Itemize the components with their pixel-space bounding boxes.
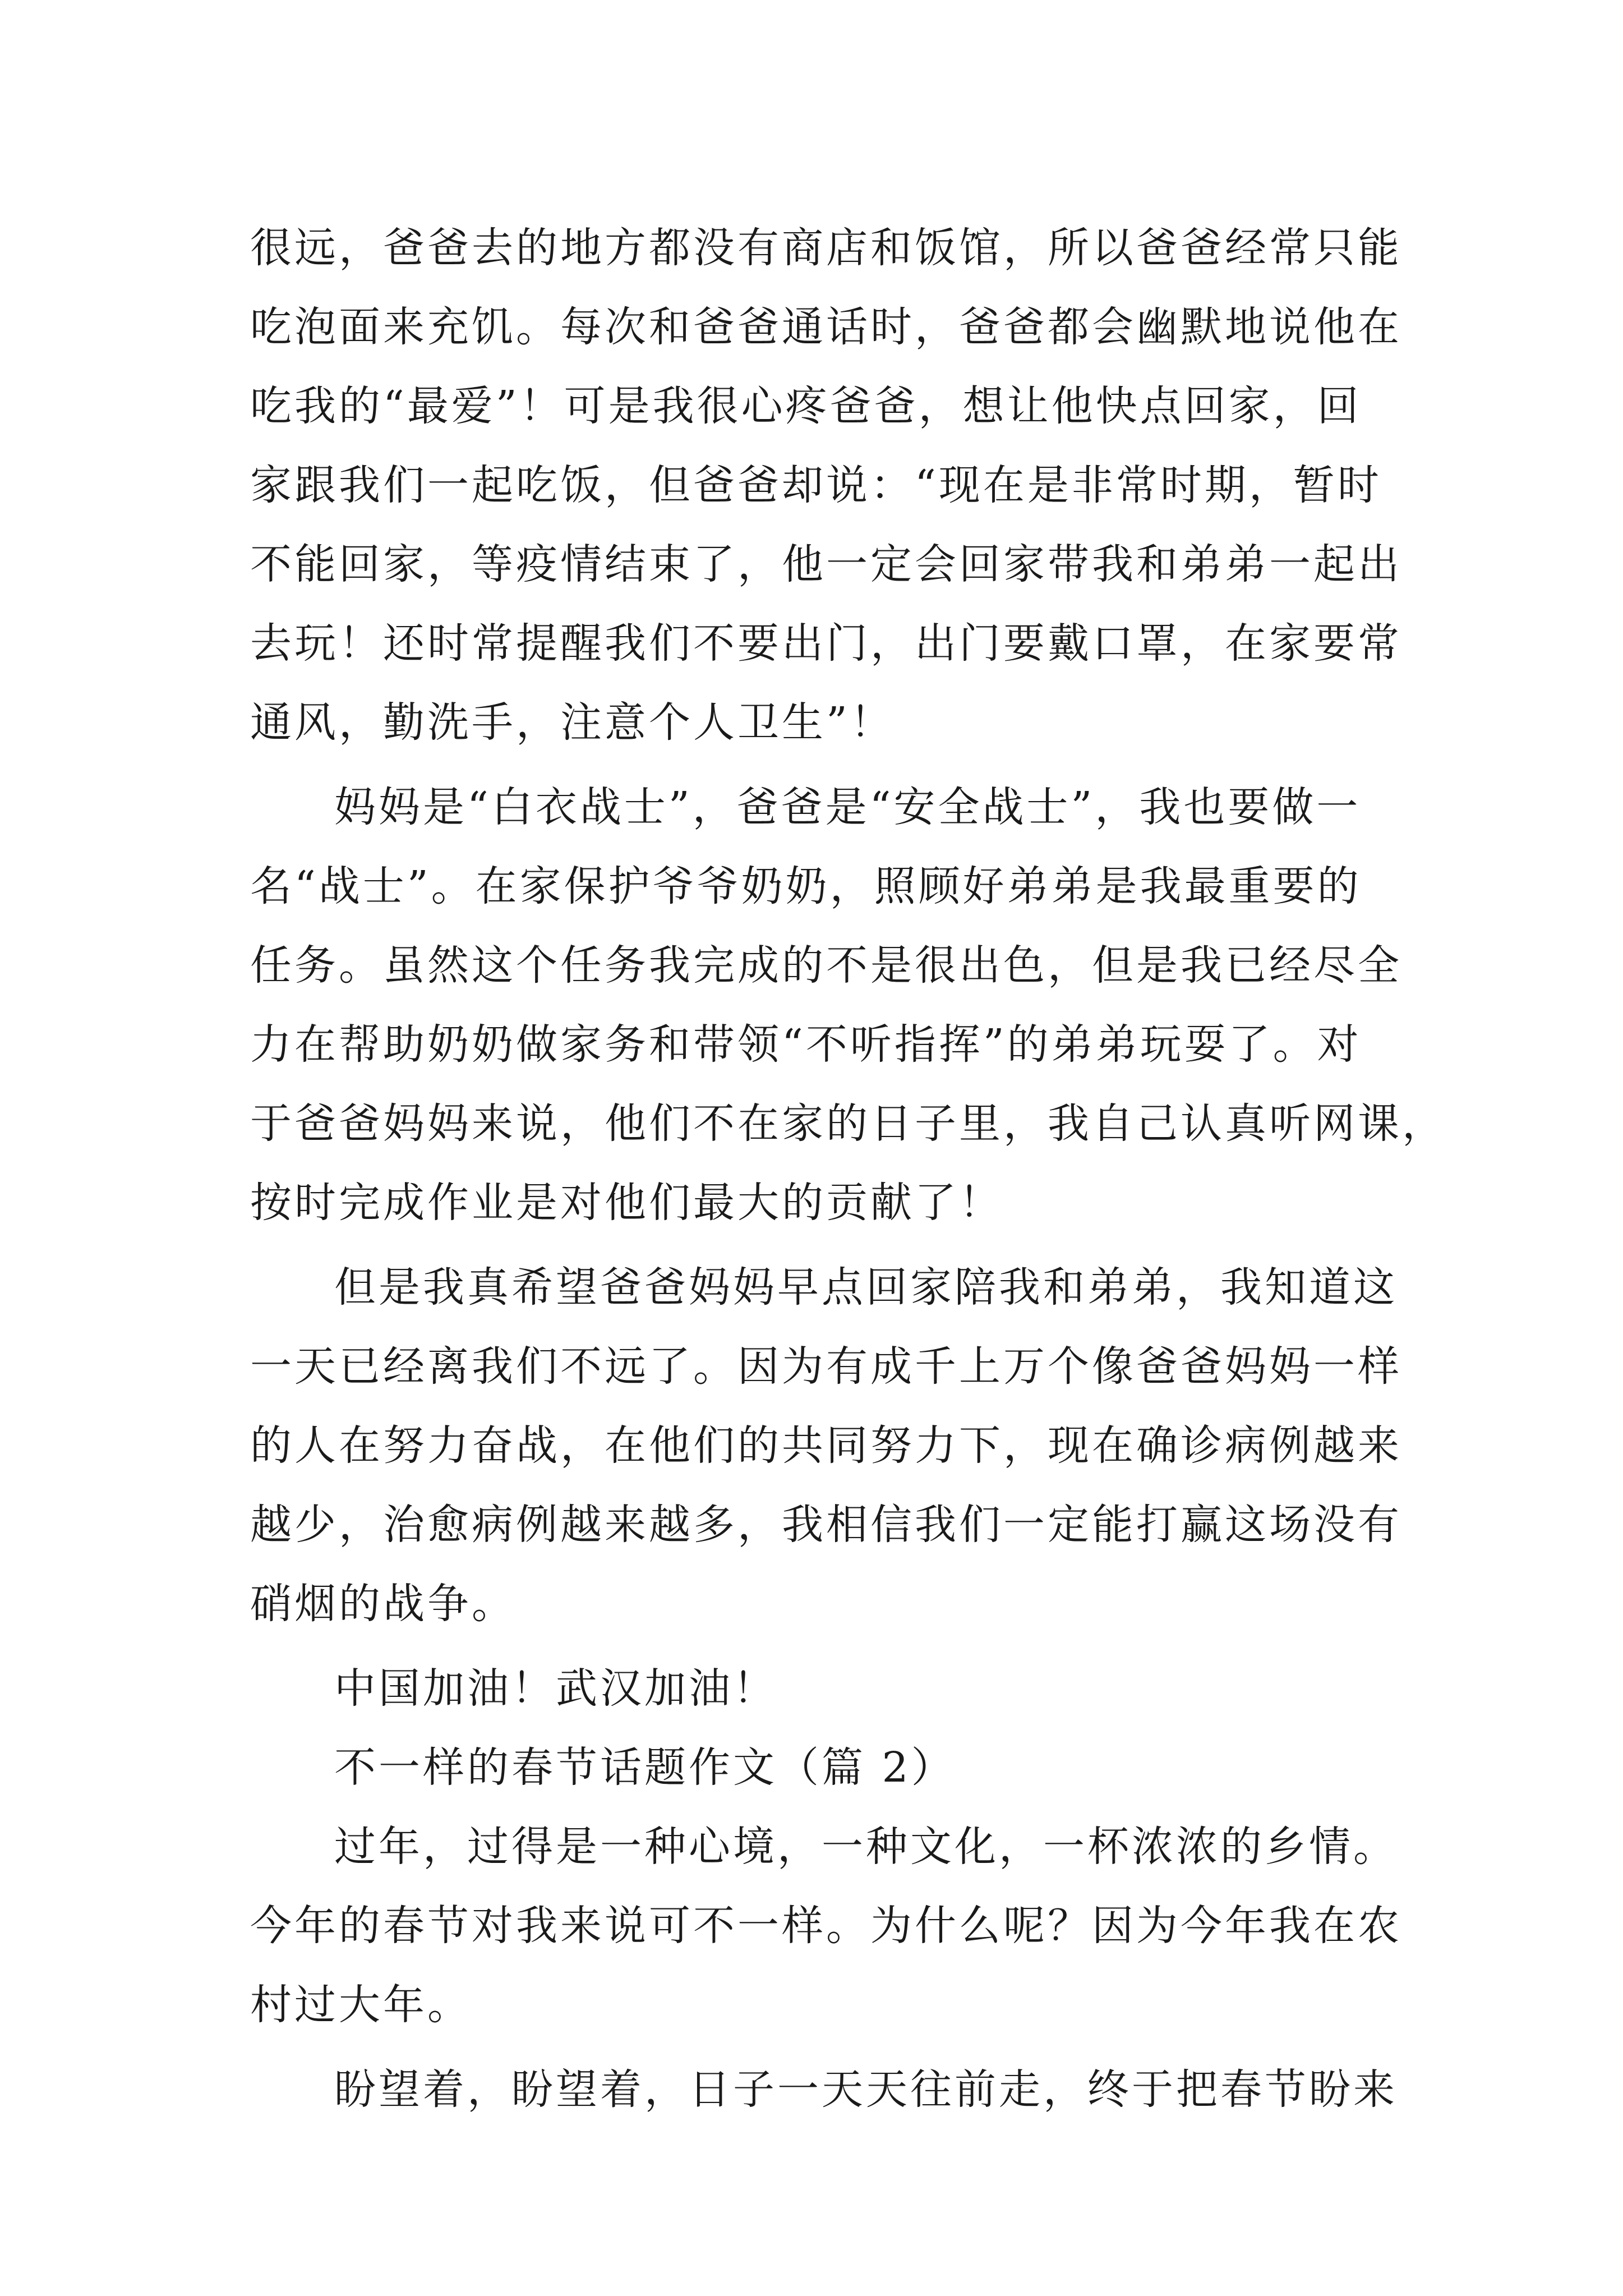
- text-line: 今年的春节对我来说可不一样。为什么呢？因为今年我在农: [250, 1902, 1402, 1950]
- text-line: 硝烟的战争。: [250, 1580, 516, 1628]
- text-line: 的人在努力奋战，在他们的共同努力下，现在确诊病例越来: [250, 1421, 1402, 1470]
- paragraph-start-line: 但是我真希望爸爸妈妈早点回家陪我和弟弟，我知道这: [334, 1263, 1398, 1312]
- text-line: 名“战士”。在家保护爷爷奶奶，照顾好弟弟是我最重要的: [250, 862, 1362, 910]
- paragraph-start-line: 中国加油！武汉加油！: [334, 1664, 777, 1713]
- paragraph-start-line: 妈妈是“白衣战士”，爸爸是“安全战士”，我也要做一: [334, 783, 1361, 831]
- section-heading: 不一样的春节话题作文（篇 2）: [334, 1743, 956, 1792]
- text-line: 吃泡面来充饥。每次和爸爸通话时，爸爸都会幽默地说他在: [250, 303, 1402, 351]
- text-line: 村过大年。: [250, 1981, 472, 2029]
- text-line: 于爸爸妈妈来说，他们不在家的日子里，我自己认真听网课，: [250, 1099, 1446, 1148]
- text-line: 越少，治愈病例越来越多，我相信我们一定能打赢这场没有: [250, 1501, 1402, 1549]
- text-line: 一天已经离我们不远了。因为有成千上万个像爸爸妈妈一样: [250, 1342, 1402, 1391]
- text-line: 吃我的“最爱”！可是我很心疼爸爸，想让他快点回家，回: [250, 382, 1362, 430]
- paragraph-start-line: 盼望着，盼望着，日子一天天往前走，终于把春节盼来: [334, 2065, 1398, 2114]
- paragraph-start-line: 过年，过得是一种心境，一种文化，一杯浓浓的乡情。: [334, 1823, 1398, 1871]
- text-line: 通风，勤洗手，注意个人卫生”！: [250, 698, 895, 747]
- text-line: 去玩！还时常提醒我们不要出门，出门要戴口罩，在家要常: [250, 619, 1402, 668]
- text-line: 力在帮助奶奶做家务和带领“不听指挥”的弟弟玩耍了。对: [250, 1020, 1362, 1069]
- text-line: 按时完成作业是对他们最大的贡献了！: [250, 1179, 1003, 1227]
- text-line: 任务。虽然这个任务我完成的不是很出色，但是我已经尽全: [250, 941, 1402, 990]
- document-body: [250, 209, 1446, 2129]
- text-line: 家跟我们一起吃饭，但爸爸却说：“现在是非常时期，暂时: [250, 461, 1382, 509]
- text-line: 很远，爸爸去的地方都没有商店和饭馆，所以爸爸经常只能: [250, 224, 1402, 272]
- text-line: 不能回家，等疫情结束了，他一定会回家带我和弟弟一起出: [250, 540, 1402, 588]
